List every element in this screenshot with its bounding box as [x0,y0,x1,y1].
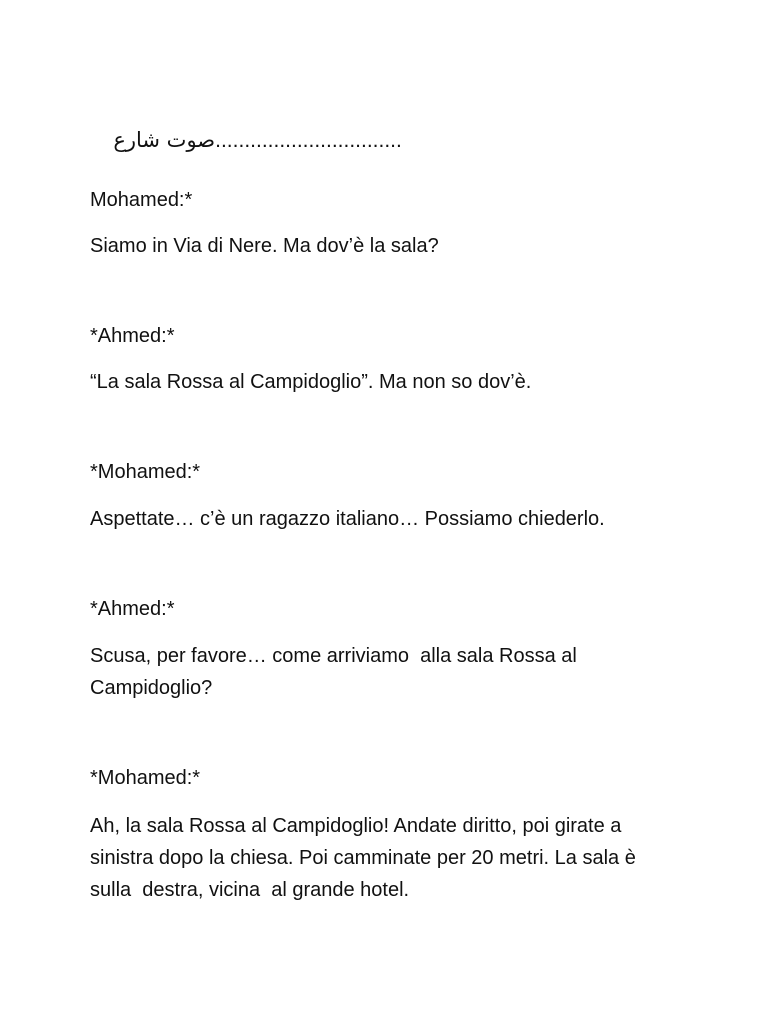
dialogue-line: Siamo in Via di Nere. Ma dov’è la sala? [90,235,439,257]
dialogue-line: Aspettate… c’è un ragazzo italiano… Possiamo chiederlo. [90,508,605,530]
dialogue-line: Scusa, per favore… come arriviamo alla sala Rossa al Campidoglio? [90,645,583,699]
title-dots: ................................ [215,129,402,152]
title-arabic: صوت شارع [113,128,216,152]
dialogue-line: “La sala Rossa al Campidoglio”. Ma non so dov’è. [90,371,532,393]
document-title [90,92,690,189]
speaker-label: *Mohamed:* [90,461,201,483]
speaker-label: *Ahmed:* [90,325,175,347]
dialogue-line: Ah, la sala Rossa al Campidoglio! Andate diritto, poi girate a sinistra dopo la chiesa. Poi camminate per 20 metri. La sala è sulla destra, vicina al grande hotel. [90,815,642,901]
speaker-label: *Ahmed:* [90,598,175,620]
speaker-label: *Mohamed:* [90,767,201,789]
speaker-label: Mohamed:* [90,189,193,211]
